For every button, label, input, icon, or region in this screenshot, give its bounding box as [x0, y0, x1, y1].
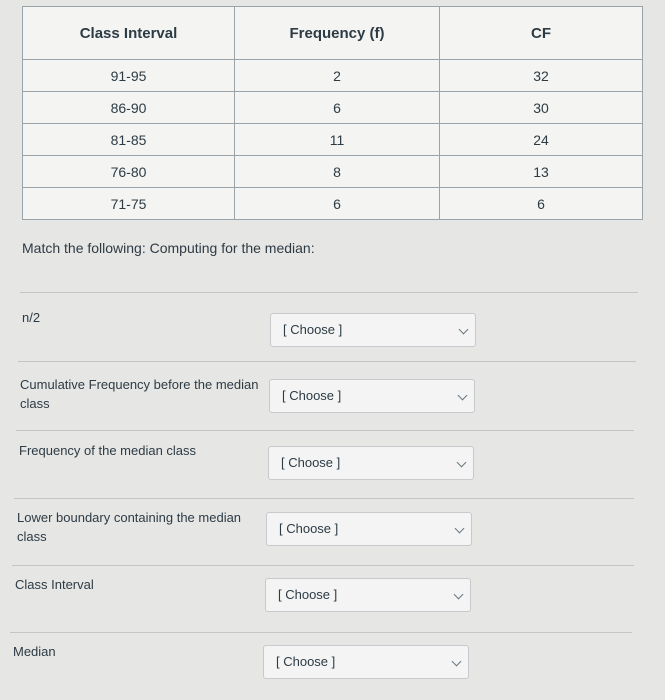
table-row — [23, 124, 643, 156]
chevron-down-icon — [452, 657, 462, 667]
header-frequency: Frequency (f) — [235, 7, 440, 60]
chevron-down-icon — [455, 524, 465, 534]
table-row — [23, 188, 643, 220]
match-label-class-interval: Class Interval — [15, 577, 94, 592]
cf-cell: 6 — [440, 188, 643, 220]
table-header-row — [23, 7, 643, 60]
chevron-down-icon — [454, 590, 464, 600]
frequency-table — [22, 6, 643, 220]
match-select-class-interval[interactable] — [265, 578, 471, 612]
table-row — [23, 156, 643, 188]
select-value: [ Choose ] — [276, 654, 336, 669]
match-label-median: Median — [13, 644, 56, 659]
question-prompt: Match the following: Computing for the median: — [22, 240, 315, 256]
select-value: [ Choose ] — [279, 521, 339, 536]
match-label-cf-before-median: Cumulative Frequency before the median class — [20, 377, 259, 411]
select-value: [ Choose ] — [281, 455, 341, 470]
divider — [14, 498, 634, 499]
match-select-median[interactable] — [263, 645, 469, 679]
divider — [10, 632, 632, 633]
divider — [12, 565, 634, 566]
frequency-cell: 11 — [235, 124, 440, 156]
select-value: [ Choose ] — [283, 322, 343, 337]
select-value: [ Choose ] — [282, 388, 342, 403]
divider — [18, 361, 636, 362]
class-interval-cell: 76-80 — [23, 156, 235, 188]
match-label-lower-boundary: Lower boundary containing the median class — [17, 510, 242, 544]
class-interval-cell: 81-85 — [23, 124, 235, 156]
class-interval-cell: 71-75 — [23, 188, 235, 220]
match-label-n-half: n/2 — [22, 310, 41, 325]
class-interval-cell: 91-95 — [23, 60, 235, 92]
chevron-down-icon — [457, 458, 467, 468]
cf-cell: 32 — [440, 60, 643, 92]
match-select-cf-before-median[interactable] — [269, 379, 475, 413]
match-select-lower-boundary[interactable] — [266, 512, 472, 546]
cf-cell: 30 — [440, 92, 643, 124]
divider — [20, 292, 638, 293]
table-row — [23, 92, 643, 124]
cf-cell: 13 — [440, 156, 643, 188]
frequency-cell: 8 — [235, 156, 440, 188]
match-label-median-class-frequency: Frequency of the median class — [19, 443, 197, 458]
match-select-n-half[interactable] — [270, 313, 476, 347]
chevron-down-icon — [459, 325, 469, 335]
divider — [16, 430, 634, 431]
cf-cell: 24 — [440, 124, 643, 156]
header-class-interval: Class Interval — [23, 7, 235, 60]
select-value: [ Choose ] — [278, 587, 338, 602]
header-cf: CF — [440, 7, 643, 60]
table-row — [23, 60, 643, 92]
chevron-down-icon — [458, 391, 468, 401]
frequency-cell: 2 — [235, 60, 440, 92]
class-interval-cell: 86-90 — [23, 92, 235, 124]
frequency-cell: 6 — [235, 92, 440, 124]
frequency-cell: 6 — [235, 188, 440, 220]
match-select-median-class-frequency[interactable] — [268, 446, 474, 480]
